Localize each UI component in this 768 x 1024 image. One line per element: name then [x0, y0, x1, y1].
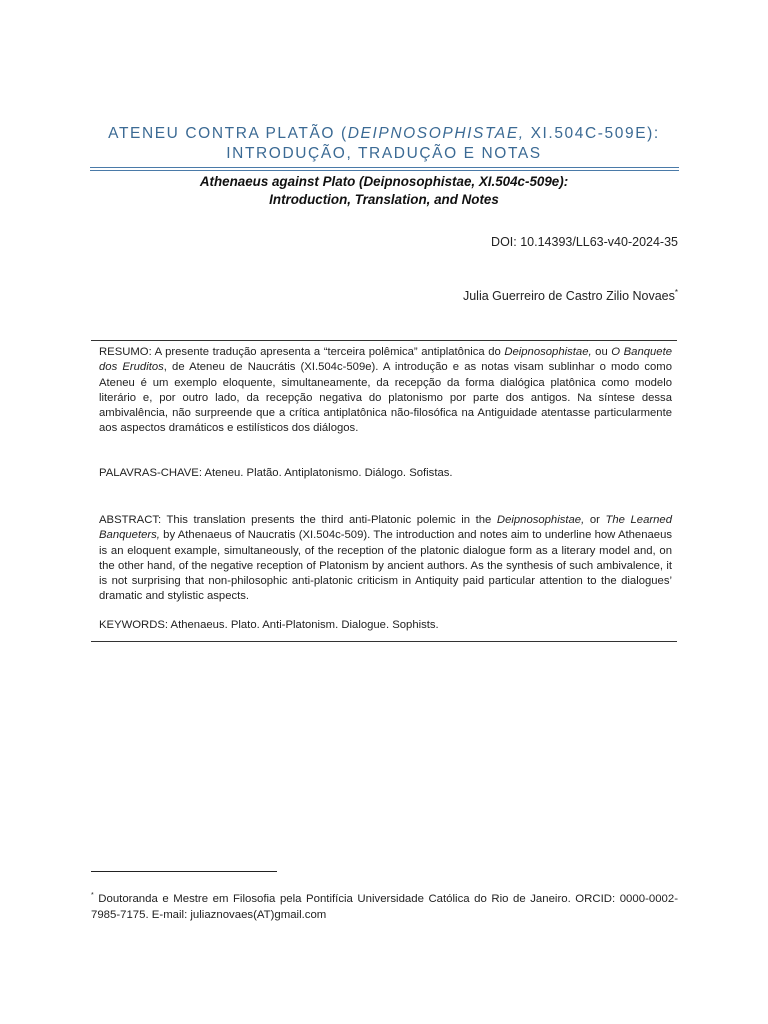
footnote [91, 888, 678, 923]
resumo-paragraph: RESUMO: A presente tradução apresenta a “terceira polêmica” antiplatônica do Deipnosophistae, ou O Banquete dos Eruditos, de Ateneu de Naucrátis (XI.504c-509e). A introdução e as notas visam sublinhar o modo como Ateneu é um exemplo eloquente, simultaneamente, da recepção da forma dialógica platônica como modelo literário e, por outro lado, da recepção negativa do platonismo por parte dos antigos. Na síntese dessa ambivalência, não surpreende que a crítica antiplatônica não-filosófica na Antiguidade atentasse particularmente aos aspectos dramáticos e estilísticos dos diálogos. [99, 346, 673, 435]
english-title [90, 173, 678, 209]
english-title-line-1: Athenaeus against Plato (Deipnosophistae, XI.504c-509e): [199, 174, 569, 189]
footnote-text: Doutoranda e Mestre em Filosofia pela Pontifícia Universidade Católica do Rio de Janeiro. ORCID: 0000-0002-7985-7175. E-mail: juliaznovaes(AT)gmail.com [91, 892, 678, 921]
title-line-1: ATENEU CONTRA PLATÃO (DEIPNOSOPHISTAE, XI.504C-509E): [108, 125, 660, 142]
author [463, 288, 678, 303]
palavras-chave: PALAVRAS-CHAVE: Ateneu. Platão. Antiplatonismo. Diálogo. Sofistas. [99, 467, 453, 479]
title-divider-bottom [90, 170, 679, 171]
footnote-divider [91, 871, 277, 872]
title-italic: DEIPNOSOPHISTAE, [347, 125, 525, 142]
article-title [90, 124, 678, 164]
keywords: KEYWORDS: Athenaeus. Plato. Anti-Platonism. Dialogue. Sophists. [99, 619, 439, 631]
title-line-2: INTRODUÇÃO, TRADUÇÃO E NOTAS [226, 145, 542, 162]
footnote-mark: * [91, 892, 94, 899]
author-name: Julia Guerreiro de Castro Zilio Novaes [462, 289, 675, 304]
abstract-paragraph: ABSTRACT: This translation presents the third anti-Platonic polemic in the Deipnosophistae, or The Learned Banqueters, by Athenaeus of Naucratis (XI.504c-509). The introduction and notes aim to underline how Athenaeus is an eloquent example, simultaneously, of the reception of the platonic dialogue form as a literary model and, on the other hand, of the negative reception of Platonism by ancient authors. As the synthesis of such ambivalence, it is not surprising that non-philosophic anti-platonic criticism in Antiquity paid particular attention to the dialogues’ dramatic and stylistic aspects. [99, 514, 672, 603]
doi: DOI: 10.14393/LL63-v40-2024-35 [491, 235, 678, 249]
title-divider-top [90, 167, 679, 168]
english-title-line-2: Introduction, Translation, and Notes [269, 192, 499, 207]
author-footnote-mark: * [674, 288, 678, 297]
abstract-box [91, 340, 677, 642]
